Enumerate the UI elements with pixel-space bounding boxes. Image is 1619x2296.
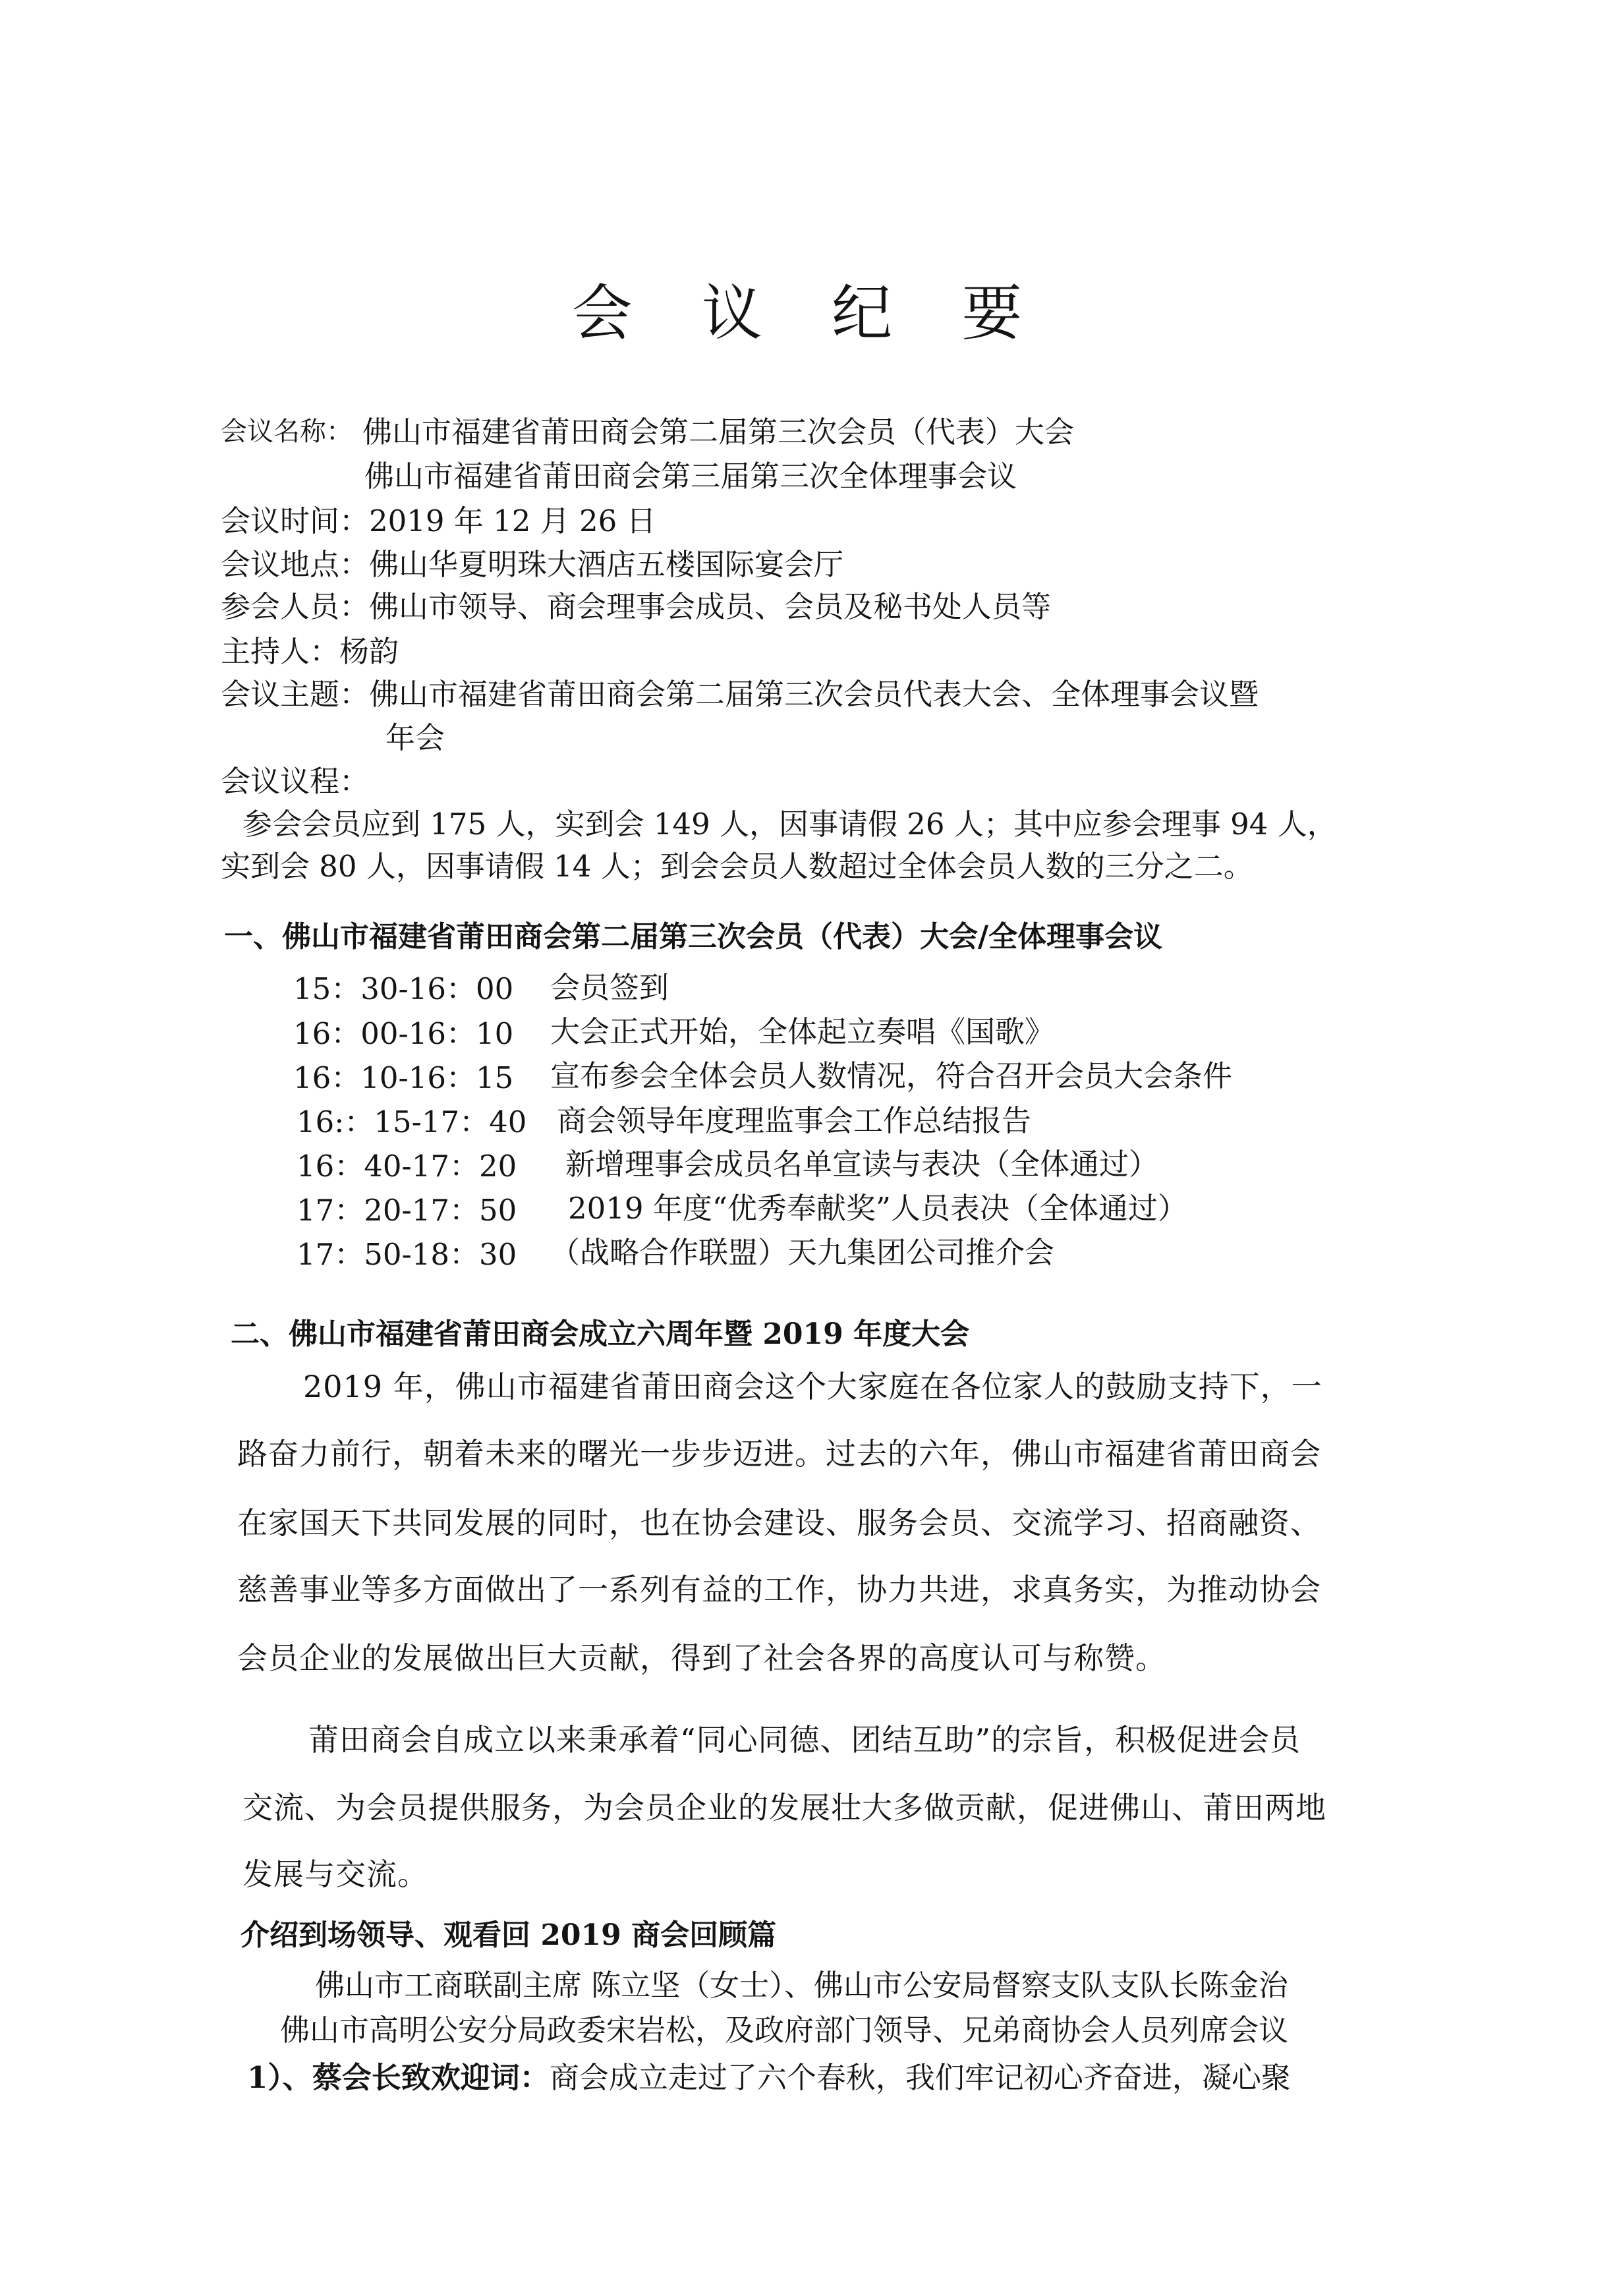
meeting-name-line-2: 佛山市福建省莆田商会第三届第三次全体理事会议: [364, 459, 1017, 494]
meeting-time: 会议时间：2019 年 12 月 26 日: [221, 503, 656, 538]
meeting-name-line-1: 佛山市福建省莆田商会第二届第三次会员（代表）大会: [362, 415, 1075, 449]
paragraph-line: 慈善事业等多方面做出了一系列有益的工作，协力共进，求真务实，为推动协会: [237, 1572, 1321, 1607]
section-1-heading: 一、佛山市福建省莆田商会第二届第三次会员（代表）大会/全体理事会议: [224, 920, 1163, 954]
attendance-count-line-2: 实到会 80 人，因事请假 14 人；到会会员人数超过全体会员人数的三分之二。: [221, 849, 1253, 884]
schedule-time: 16：40-17：20: [297, 1149, 517, 1184]
schedule-time: 15：30-16：00: [293, 971, 514, 1006]
paragraph-line: 会员企业的发展做出巨大贡献，得到了社会各界的高度认可与称赞。: [237, 1640, 1166, 1676]
paragraph-line: 莆田商会自成立以来秉承着“同心同德、团结互助”的宗旨，积极促进会员: [308, 1722, 1301, 1758]
paragraph-line: 在家国天下共同发展的同时，也在协会建设、服务会员、交流学习、招商融资、: [237, 1505, 1321, 1541]
schedule-item: 2019 年度“优秀奉献奖”人员表决（全体通过）: [568, 1191, 1187, 1226]
paragraph-line: 路奋力前行，朝着未来的曙光一步步迈进。过去的六年，佛山市福建省莆田商会: [237, 1436, 1321, 1472]
welcome-speech-line: [247, 2060, 1291, 2095]
schedule-item: 新增理事会成员名单宣读与表决（全体通过）: [565, 1147, 1159, 1182]
welcome-speech-text: 商会成立走过了六个春秋，我们牢记初心齐奋进，凝心聚: [549, 2060, 1291, 2095]
schedule-time: 17：20-17：50: [297, 1193, 517, 1228]
leaders-intro-line-2: 佛山市高明公安分局政委宋岩松，及政府部门领导、兄弟商协会人员列席会议: [280, 2013, 1289, 2048]
schedule-time: 16：00-16：10: [293, 1016, 514, 1051]
paragraph-line: 发展与交流。: [242, 1856, 428, 1892]
paragraph-line: 交流、为会员提供服务，为会员企业的发展壮大多做贡献，促进佛山、莆田两地: [242, 1790, 1326, 1825]
schedule-time: 17：50-18：30: [297, 1237, 517, 1272]
schedule-item: 商会领导年度理监事会工作总结报告: [557, 1103, 1032, 1138]
meeting-name-label: 会议名称：: [221, 416, 353, 447]
schedule-time: 16：10-16：15: [293, 1060, 514, 1095]
meeting-agenda-label: 会议议程：: [221, 764, 370, 799]
meeting-theme-line-2: 年会: [385, 720, 445, 755]
intro-subheading: 介绍到场领导、观看回 2019 商会回顾篇: [241, 1918, 777, 1952]
schedule-item: 大会正式开始，全体起立奏唱《国歌》: [550, 1014, 1055, 1049]
welcome-speech-label: 1）、蔡会长致欢迎词：: [247, 2060, 550, 2095]
document-title: 会 议 纪 要: [571, 278, 1048, 349]
schedule-item: 会员签到: [550, 970, 669, 1005]
schedule-item: 宣布参会全体会员人数情况，符合召开会员大会条件: [550, 1058, 1233, 1093]
meeting-attendees: 参会人员：佛山市领导、商会理事会成员、会员及秘书处人员等: [221, 589, 1052, 624]
attendance-count-line-1: 参会会员应到 175 人，实到会 149 人，因事请假 26 人；其中应参会理事 94 人，: [242, 807, 1337, 842]
section-2-heading: 二、佛山市福建省莆田商会成立六周年暨 2019 年度大会: [231, 1317, 970, 1351]
meeting-location: 会议地点：佛山华夏明珠大酒店五楼国际宴会厅: [221, 547, 844, 582]
schedule-time: 16:：15-17：40: [297, 1105, 527, 1139]
leaders-intro-line-1: 佛山市工商联副主席 陈立坚（女士）、佛山市公安局督察支队支队长陈金治: [315, 1968, 1288, 2003]
schedule-item: （战略合作联盟）天九集团公司推介会: [550, 1235, 1055, 1270]
meeting-theme-line-1: 会议主题：佛山市福建省莆田商会第二届第三次会员代表大会、全体理事会议暨: [221, 677, 1259, 712]
paragraph-line: 2019 年，佛山市福建省莆田商会这个大家庭在各位家人的鼓励支持下，一: [303, 1369, 1322, 1404]
meeting-host: 主持人：杨韵: [221, 634, 399, 669]
